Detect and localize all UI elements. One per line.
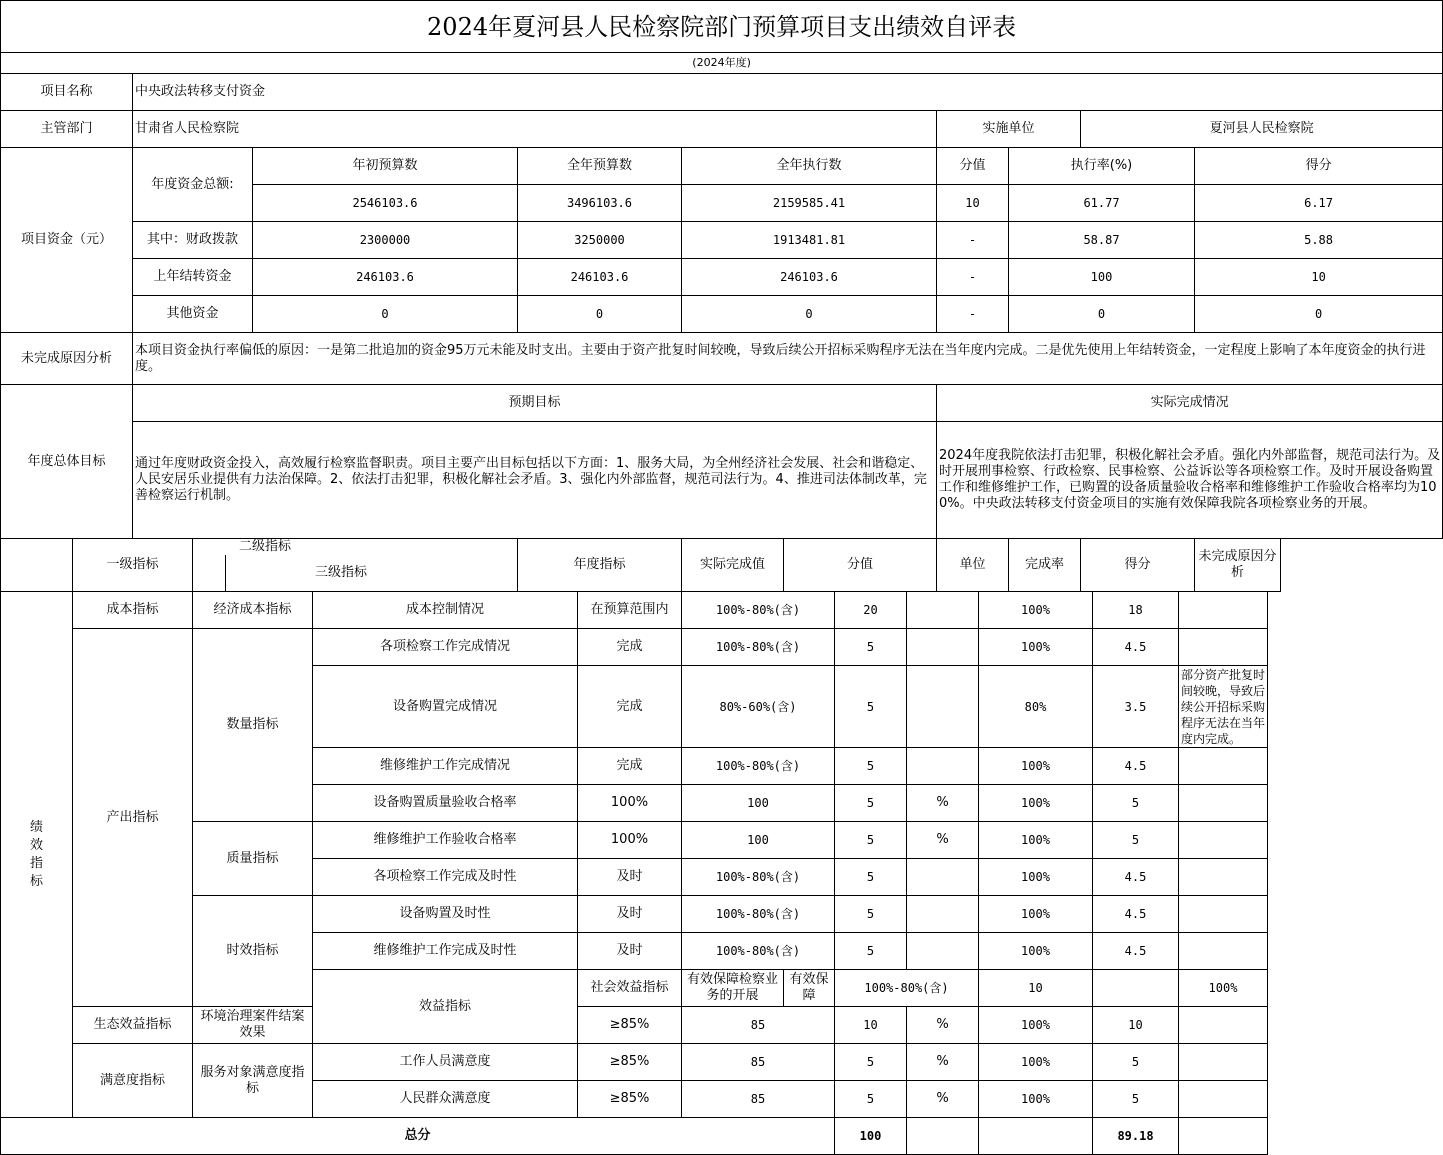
page-title: 2024年夏河县人民检察院部门预算项目支出绩效自评表 xyxy=(1,1,1443,53)
score-value: 5 xyxy=(835,785,907,822)
l1-output: 产出指标 xyxy=(73,629,193,1007)
unit xyxy=(907,748,979,785)
project-name-label: 项目名称 xyxy=(1,74,133,111)
funds-cell: 0 xyxy=(253,296,518,333)
actual-value: 100%-80%(含) xyxy=(682,859,835,896)
l3-name: 设备购置及时性 xyxy=(313,896,578,933)
unit xyxy=(907,933,979,970)
indicator-blank-header xyxy=(1,539,73,592)
rate: 100% xyxy=(979,822,1093,859)
funds-row-label: 年度资金总额: xyxy=(133,148,253,222)
actual-goal-text: 2024年度我院依法打击犯罪，积极化解社会矛盾。强化内外部监督，规范司法行为。及时开展刑事检察、行政检察、民事检察、公益诉讼等各项检察工作。及时开展设备购置工作和维修维护工作，已购置的设备质量验收合格率和维修维护工作验收合格率均为100%。中央政法转移支付资金项目的实施有效保障我院各项检察业务的开展。 xyxy=(937,422,1443,539)
indicator-header: 得分 xyxy=(1081,539,1195,592)
l3-name: 维修维护工作验收合格率 xyxy=(313,822,578,859)
target: 完成 xyxy=(578,629,682,666)
unit: % xyxy=(907,1007,979,1044)
total-score-value: 100 xyxy=(835,1118,907,1155)
rate: 100% xyxy=(979,1007,1093,1044)
goals-label: 年度总体目标 xyxy=(1,385,133,539)
rate: 100% xyxy=(979,1044,1093,1081)
score-value: 5 xyxy=(835,748,907,785)
l2-quality: 质量指标 xyxy=(193,822,313,896)
funds-cell: 100 xyxy=(1009,259,1195,296)
funds-cell: 58.87 xyxy=(1009,222,1195,259)
funds-cell: 0 xyxy=(682,296,937,333)
unfinished-reason xyxy=(1179,748,1268,785)
rate: 100% xyxy=(979,896,1093,933)
funds-cell: 0 xyxy=(1195,296,1443,333)
score-value: 5 xyxy=(835,1081,907,1118)
indicator-header: 完成率 xyxy=(1009,539,1081,592)
unfinished-reason xyxy=(1179,592,1268,629)
funds-cell: 61.77 xyxy=(1009,185,1195,222)
header-l2-text: 二级指标 xyxy=(238,539,291,554)
score-value: 5 xyxy=(835,933,907,970)
l3-name: 有效保障检察业务的开展 xyxy=(682,970,784,1007)
funds-cell: 5.88 xyxy=(1195,222,1443,259)
target: ≥85% xyxy=(578,1007,682,1044)
funds-cell: - xyxy=(937,222,1009,259)
unfinished-reason xyxy=(1179,933,1268,970)
funds-cell: 3496103.6 xyxy=(518,185,682,222)
l3-name: 工作人员满意度 xyxy=(313,1044,578,1081)
funds-cell: 0 xyxy=(518,296,682,333)
l3-name: 人民群众满意度 xyxy=(313,1081,578,1118)
actual-value: 85 xyxy=(682,1044,835,1081)
l3-name: 维修维护工作完成及时性 xyxy=(313,933,578,970)
rate: 100% xyxy=(1179,970,1268,1007)
score-value: 5 xyxy=(835,666,907,748)
funds-cell: 2546103.6 xyxy=(253,185,518,222)
target: 100% xyxy=(578,785,682,822)
unfinished-reason xyxy=(1179,1044,1268,1081)
rate: 100% xyxy=(979,592,1093,629)
total-blank xyxy=(907,1118,979,1155)
l1-cost: 成本指标 xyxy=(73,592,193,629)
funds-cell: 246103.6 xyxy=(253,259,518,296)
funds-cell: - xyxy=(937,259,1009,296)
actual-value: 100%-80%(含) xyxy=(682,629,835,666)
rate: 100% xyxy=(979,748,1093,785)
header-l3-text: 三级指标 xyxy=(225,555,456,591)
target: ≥85% xyxy=(578,1081,682,1118)
score: 4.5 xyxy=(1093,859,1179,896)
indicator-header xyxy=(193,539,518,592)
l2-economic-cost: 经济成本指标 xyxy=(193,592,313,629)
indicator-section-label: 绩效指标 xyxy=(1,592,73,1118)
l3-name: 环境治理案件结案效果 xyxy=(193,1007,313,1044)
expected-goal-text: 通过年度财政资金投入，高效履行检察监督职责。项目主要产出目标包括以下方面：1、服务大局，为全州经济社会发展、社会和谐稳定、人民安居乐业提供有力法治保障。2、依法打击犯罪，积极化解社会矛盾。3、强化内外部监督，规范司法行为。4、推进司法体制改革，完善检察运行机制。 xyxy=(133,422,937,539)
unit xyxy=(907,896,979,933)
actual-value: 100%-80%(含) xyxy=(682,748,835,785)
funds-label: 项目资金（元） xyxy=(1,148,133,333)
unit-value: 夏河县人民检察院 xyxy=(1081,111,1443,148)
l1-satisfaction: 满意度指标 xyxy=(73,1044,193,1118)
l2-timeliness: 时效指标 xyxy=(193,896,313,1007)
unfinished-reason: 部分资产批复时间较晚，导致后续公开招标采购程序无法在当年度内完成。 xyxy=(1179,666,1268,748)
score: 18 xyxy=(1093,592,1179,629)
total-blank xyxy=(979,1118,1093,1155)
funds-header: 全年预算数 xyxy=(518,148,682,185)
actual-value: 100%-80%(含) xyxy=(682,896,835,933)
score-value: 10 xyxy=(979,970,1093,1007)
target: 及时 xyxy=(578,933,682,970)
indicator-header: 分值 xyxy=(784,539,937,592)
funds-row-label: 其他资金 xyxy=(133,296,253,333)
dept-value: 甘肃省人民检察院 xyxy=(133,111,937,148)
score-value: 5 xyxy=(835,629,907,666)
score: 3.5 xyxy=(1093,666,1179,748)
score: 10 xyxy=(1093,1007,1179,1044)
target: 有效保障 xyxy=(784,970,835,1007)
dept-label: 主管部门 xyxy=(1,111,133,148)
indicator-table xyxy=(0,591,1268,1155)
unit xyxy=(907,666,979,748)
funds-row-label: 其中：财政拨款 xyxy=(133,222,253,259)
reason-text: 本项目资金执行率偏低的原因：一是第二批追加的资金95万元未能及时支出。主要由于资产批复时间较晚，导致后续公开招标采购程序无法在当年度内完成。二是优先使用上年结转资金，一定程度上影响了本年度资金的执行进度。 xyxy=(133,333,1443,385)
expected-goal-label: 预期目标 xyxy=(133,385,937,422)
funds-cell: 3250000 xyxy=(518,222,682,259)
indicator-header: 未完成原因分析 xyxy=(1195,539,1281,592)
funds-cell: 10 xyxy=(1195,259,1443,296)
unit xyxy=(907,859,979,896)
funds-cell: 10 xyxy=(937,185,1009,222)
unfinished-reason xyxy=(1179,859,1268,896)
funds-header: 得分 xyxy=(1195,148,1443,185)
score: 5 xyxy=(1093,785,1179,822)
funds-cell: 2300000 xyxy=(253,222,518,259)
indicator-header: 年度指标 xyxy=(518,539,682,592)
score-value: 5 xyxy=(835,859,907,896)
actual-value: 100%-80%(含) xyxy=(835,970,979,1007)
l2-social-benefit: 社会效益指标 xyxy=(578,970,682,1007)
unit: % xyxy=(907,822,979,859)
unfinished-reason xyxy=(1179,896,1268,933)
score: 4.5 xyxy=(1093,933,1179,970)
funds-header: 全年执行数 xyxy=(682,148,937,185)
l3-name: 设备购置质量验收合格率 xyxy=(313,785,578,822)
l3-name: 各项检察工作完成及时性 xyxy=(313,859,578,896)
funds-header: 执行率(%) xyxy=(1009,148,1195,185)
unfinished-reason xyxy=(1179,822,1268,859)
target: 100% xyxy=(578,822,682,859)
l3-name: 维修维护工作完成情况 xyxy=(313,748,578,785)
unit: % xyxy=(907,1081,979,1118)
score: 5 xyxy=(1093,1044,1179,1081)
rate: 100% xyxy=(979,629,1093,666)
funds-cell: 6.17 xyxy=(1195,185,1443,222)
score-value: 5 xyxy=(835,822,907,859)
project-name: 中央政法转移支付资金 xyxy=(133,74,1443,111)
funds-cell: 2159585.41 xyxy=(682,185,937,222)
unit xyxy=(1093,970,1179,1007)
reason-label: 未完成原因分析 xyxy=(1,333,133,385)
score-value: 5 xyxy=(835,1044,907,1081)
score: 4.5 xyxy=(1093,748,1179,785)
l1-benefit: 效益指标 xyxy=(313,970,578,1044)
score-value: 10 xyxy=(835,1007,907,1044)
score: 4.5 xyxy=(1093,629,1179,666)
unit: % xyxy=(907,785,979,822)
funds-row-label: 上年结转资金 xyxy=(133,259,253,296)
target: 完成 xyxy=(578,666,682,748)
indicator-header: 一级指标 xyxy=(73,539,193,592)
rate: 100% xyxy=(979,933,1093,970)
target: 及时 xyxy=(578,859,682,896)
indicator-header: 单位 xyxy=(937,539,1009,592)
unit xyxy=(907,592,979,629)
score: 5 xyxy=(1093,822,1179,859)
indicator-header: 实际完成值 xyxy=(682,539,784,592)
unit xyxy=(907,629,979,666)
funds-header: 年初预算数 xyxy=(253,148,518,185)
funds-cell: 0 xyxy=(1009,296,1195,333)
actual-goal-label: 实际完成情况 xyxy=(937,385,1443,422)
rate: 100% xyxy=(979,859,1093,896)
funds-header: 分值 xyxy=(937,148,1009,185)
l2-ecological-benefit: 生态效益指标 xyxy=(73,1007,193,1044)
unfinished-reason xyxy=(1179,1081,1268,1118)
score-value: 20 xyxy=(835,592,907,629)
funds-cell: 1913481.81 xyxy=(682,222,937,259)
target: ≥85% xyxy=(578,1044,682,1081)
target: 完成 xyxy=(578,748,682,785)
actual-value: 100%-80%(含) xyxy=(682,933,835,970)
unfinished-reason xyxy=(1179,785,1268,822)
total-label: 总分 xyxy=(1,1118,835,1155)
l2-service-satisfaction: 服务对象满意度指标 xyxy=(193,1044,313,1118)
target: 及时 xyxy=(578,896,682,933)
actual-value: 80%-60%(含) xyxy=(682,666,835,748)
total-blank xyxy=(1179,1118,1268,1155)
actual-value: 100 xyxy=(682,822,835,859)
actual-value: 100%-80%(含) xyxy=(682,592,835,629)
score: 4.5 xyxy=(1093,896,1179,933)
total-score: 89.18 xyxy=(1093,1118,1179,1155)
unit: % xyxy=(907,1044,979,1081)
funds-cell: 246103.6 xyxy=(518,259,682,296)
l2-quantity: 数量指标 xyxy=(193,629,313,822)
target: 在预算范围内 xyxy=(578,592,682,629)
l3-name: 各项检察工作完成情况 xyxy=(313,629,578,666)
unfinished-reason xyxy=(1179,629,1268,666)
funds-cell: 246103.6 xyxy=(682,259,937,296)
unit-label: 实施单位 xyxy=(937,111,1081,148)
actual-value: 100 xyxy=(682,785,835,822)
rate: 80% xyxy=(979,666,1093,748)
rate: 100% xyxy=(979,1081,1093,1118)
rate: 100% xyxy=(979,785,1093,822)
actual-value: 85 xyxy=(682,1081,835,1118)
score: 5 xyxy=(1093,1081,1179,1118)
funds-cell: - xyxy=(937,296,1009,333)
page-subtitle: (2024年度) xyxy=(1,53,1443,74)
score-value: 5 xyxy=(835,896,907,933)
actual-value: 85 xyxy=(682,1007,835,1044)
l3-name: 成本控制情况 xyxy=(313,592,578,629)
unfinished-reason xyxy=(1179,1007,1268,1044)
l3-name: 设备购置完成情况 xyxy=(313,666,578,748)
